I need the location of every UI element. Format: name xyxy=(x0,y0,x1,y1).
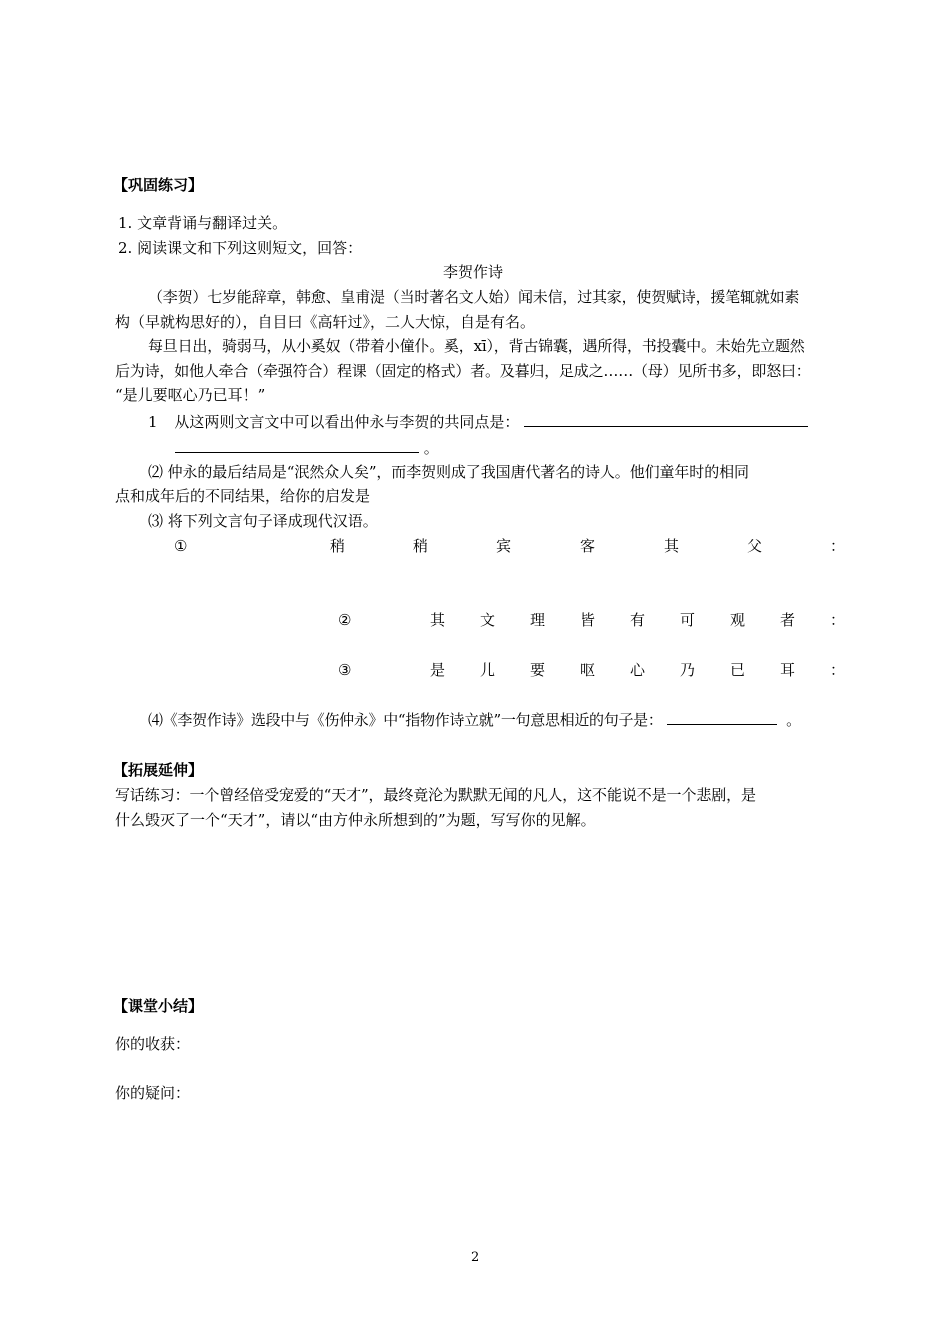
question-4 xyxy=(148,710,801,730)
sentence-2-char: 皆 xyxy=(580,611,596,629)
question-1-number: 1 xyxy=(148,413,158,431)
sentence-1-char: 其 xyxy=(664,537,680,555)
sentence-1-char: 宾 xyxy=(496,537,512,555)
question-4-text: ⑷《李贺作诗》选段中与《伤仲永》中“指物作诗立就”一句意思相近的句子是： xyxy=(148,711,663,729)
section-title-extension: 【拓展延伸】 xyxy=(113,761,204,779)
sentence-1-char: 父 xyxy=(747,537,763,555)
sentence-2-colon: ： xyxy=(830,611,846,629)
sentence-3-char: 心 xyxy=(630,661,646,679)
passage-title: 李贺作诗 xyxy=(443,263,504,281)
sentence-2-row xyxy=(0,610,950,630)
passage-p1-line2: 构（早就构思好的），自目曰《高轩过》，二人大惊，自是有名。 xyxy=(115,313,536,331)
sentence-2-char: 有 xyxy=(630,611,646,629)
sentence-1-char: 稍 xyxy=(330,537,346,555)
summary-gain-label: 你的收获： xyxy=(115,1035,191,1053)
sentence-1-colon: ： xyxy=(830,537,846,555)
passage-p2-line1: 每旦日出，骑弱马，从小奚奴（带着小僮仆。奚，xī），背古锦囊，遇所得，书投囊中。未始先立题然 xyxy=(148,337,805,355)
passage-p1-line1: （李贺）七岁能辞章，韩愈、皇甫湜（当时著名文人始）闻未信，过其家，使贺赋诗，援笔辄就如素 xyxy=(148,288,800,306)
extension-line2: 什么毁灭了一个“天才”，请以“由方仲永所想到的”为题，写写你的见解。 xyxy=(115,811,596,829)
sentence-3-char: 是 xyxy=(430,661,446,679)
question-3: ⑶ 将下列文言句子译成现代汉语。 xyxy=(148,512,378,530)
question-1-end: 。 xyxy=(423,439,439,457)
sentence-3-char: 要 xyxy=(530,661,546,679)
answer-blank-1a[interactable] xyxy=(524,412,808,427)
sentence-1-number: ① xyxy=(174,537,188,555)
page-number: 2 xyxy=(471,1250,480,1265)
sentence-1-char: 客 xyxy=(580,537,596,555)
question-1-cont xyxy=(175,438,439,458)
sentence-3-row xyxy=(0,660,950,680)
question-4-end: 。 xyxy=(786,711,802,729)
sentence-3-colon: ： xyxy=(830,661,846,679)
section-title-consolidation: 【巩固练习】 xyxy=(113,176,204,194)
sentence-3-char: 乃 xyxy=(680,661,696,679)
sentence-3-char: 耳 xyxy=(780,661,796,679)
extension-line1: 写话练习：一个曾经倍受宠爱的“天才”，最终竟沦为默默无闻的凡人，这不能说不是一个悲剧，是 xyxy=(115,786,756,804)
exercise-item-2: 2. 阅读课文和下列这则短文，回答： xyxy=(118,239,363,257)
sentence-3-char: 已 xyxy=(730,661,746,679)
sentence-1-char: 稍 xyxy=(413,537,429,555)
sentence-2-number: ② xyxy=(338,611,352,629)
question-2-line1: ⑵ 仲永的最后结局是“泯然众人矣”，而李贺则成了我国唐代著名的诗人。他们童年时的相同 xyxy=(148,463,749,481)
sentence-3-char: 儿 xyxy=(480,661,496,679)
sentence-2-char: 文 xyxy=(480,611,496,629)
sentence-2-char: 其 xyxy=(430,611,446,629)
exercise-item-1: 1. 文章背诵与翻译过关。 xyxy=(118,214,288,232)
sentence-3-number: ③ xyxy=(338,661,352,679)
summary-question-label: 你的疑问： xyxy=(115,1084,191,1102)
sentence-2-char: 者 xyxy=(780,611,796,629)
sentence-2-char: 理 xyxy=(530,611,546,629)
answer-blank-1b[interactable] xyxy=(175,438,419,453)
sentence-2-char: 观 xyxy=(730,611,746,629)
answer-blank-4[interactable] xyxy=(667,710,777,725)
passage-p2-line3: “是儿要呕心乃已耳！” xyxy=(115,386,266,404)
passage-p2-line2: 后为诗，如他人牵合（牵强符合）程课（固定的格式）者。及暮归，足成之……（母）见所书多，即怒曰： xyxy=(115,362,811,380)
question-2-line2: 点和成年后的不同结果，给你的启发是 xyxy=(115,487,371,505)
sentence-1-row xyxy=(0,536,950,556)
sentence-3-char: 呕 xyxy=(580,661,596,679)
section-title-summary: 【课堂小结】 xyxy=(113,997,204,1015)
question-1-text: 从这两则文言文中可以看出仲永与李贺的共同点是： xyxy=(174,413,520,431)
question-1 xyxy=(148,412,808,432)
sentence-2-char: 可 xyxy=(680,611,696,629)
